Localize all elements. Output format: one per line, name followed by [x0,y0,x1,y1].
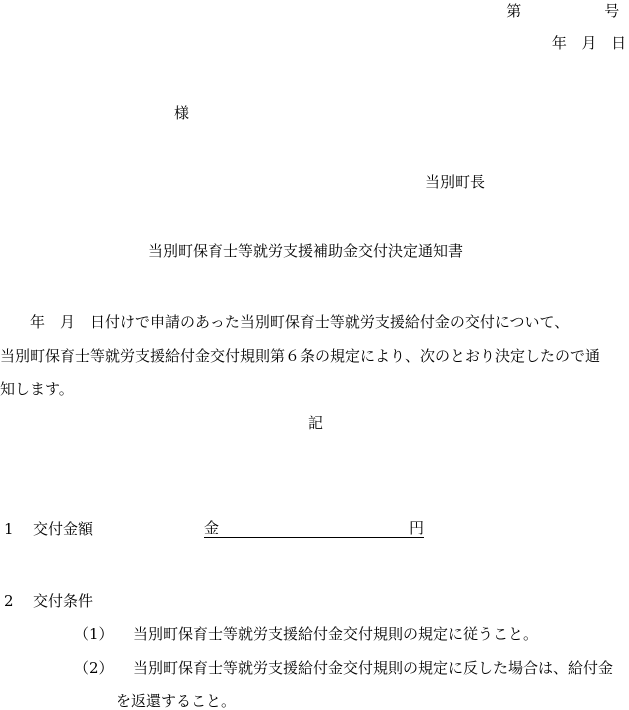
body-text-line: 知します。 [0,380,74,398]
condition-marker: （2） [74,659,114,677]
item-label-grant-conditions: 交付条件 [33,592,94,610]
header-character: 号 [604,2,620,20]
body-text-line: 当別町保育士等就労支援給付金交付規則第６条の規定により、次のとおり決定したので通 [0,347,601,365]
header-character [565,2,580,20]
header-character [545,2,560,20]
sender-title: 当別町長 [425,173,486,191]
condition-marker: （1） [74,625,114,643]
amount-suffix: 円 [408,519,424,537]
ki-heading: 記 [308,414,324,432]
header-character [567,34,582,52]
document-title: 当別町保育士等就労支援補助金交付決定通知書 [148,242,464,260]
amount-prefix: 金 [204,519,220,537]
header-character: 第 [506,2,522,20]
header-character [585,2,600,20]
item-number: 1 [4,520,14,538]
condition-text-continuation: を返還すること。 [116,692,237,710]
document-number-line [504,2,622,20]
header-character: 日 [611,34,627,52]
condition-text: 当別町保育士等就労支援給付金交付規則の規定に反した場合は、給付金 [133,659,614,677]
item-label-grant-amount: 交付金額 [33,520,94,538]
header-character: 月 [581,34,597,52]
header-character [596,34,611,52]
addressee-honorific: 様 [174,104,190,122]
document-date-line [552,34,626,52]
header-character [526,2,541,20]
body-text-line: 年 月 日付けで申請のあった当別町保育士等就労支援給付金の交付について、 [0,313,570,331]
condition-text: 当別町保育士等就労支援給付金交付規則の規定に従うこと。 [133,625,539,643]
grant-amount-field [204,520,424,538]
item-number: 2 [4,592,14,610]
header-character: 年 [551,34,567,52]
